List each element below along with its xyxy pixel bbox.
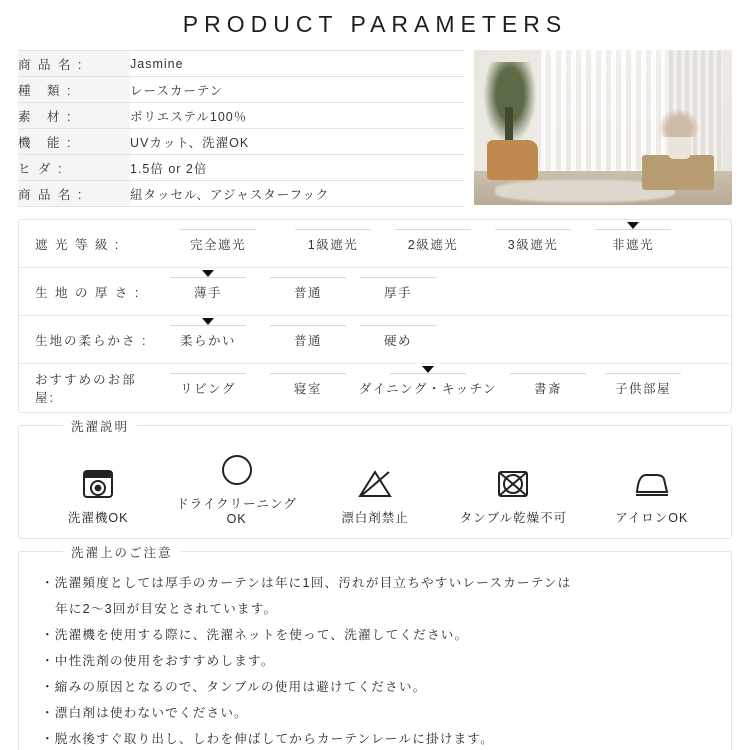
note-line: ・洗濯頻度としては厚手のカーテンは年に1回、汚れが目立ちやすいレースカーテンは [41, 576, 572, 590]
rating-option-label: 柔らかい [179, 333, 236, 348]
rating-option-label: 1級遮光 [307, 237, 359, 252]
room-curtain-photo [474, 50, 732, 205]
option-tick-line [170, 277, 246, 278]
spec-row [18, 51, 464, 77]
option-tick-line [390, 373, 466, 374]
wash-instruction-item [444, 466, 582, 526]
wash-instruction-label: タンブル乾燥不可 [459, 511, 568, 525]
option-tick-line [395, 229, 471, 230]
rating-option[interactable] [483, 235, 583, 253]
rating-option[interactable] [283, 235, 383, 253]
rating-options [153, 316, 731, 363]
rating-option-label: 2級遮光 [407, 237, 459, 252]
wash-section-title: 洗濯説明 [63, 417, 137, 435]
rating-option[interactable] [153, 331, 263, 349]
option-tick-line [595, 229, 671, 230]
spec-key: 商 品 名 : [18, 181, 130, 207]
rating-row [19, 220, 731, 268]
rating-option[interactable] [353, 379, 503, 397]
rating-option[interactable] [263, 331, 353, 349]
rating-option-label: 非遮光 [611, 237, 654, 252]
note-line: ・中性洗剤の使用をおすすめします。 [41, 654, 275, 668]
spec-key: 商 品 名 : [18, 51, 130, 77]
wash-instruction-label: アイロンOK [615, 511, 689, 525]
dry-clean-circle-icon [167, 452, 305, 488]
spec-key: 素 材 : [18, 103, 130, 129]
wash-instruction-item [583, 466, 721, 526]
spec-table [18, 50, 464, 207]
wash-instruction-item [306, 466, 444, 526]
spec-value: ポリエステル100％ [130, 103, 464, 129]
rating-option-label: 書斎 [533, 382, 562, 396]
spec-row [18, 155, 464, 181]
spec-value: UVカット、洗濯OK [130, 129, 464, 155]
option-tick-line [510, 373, 586, 374]
rating-option[interactable] [263, 379, 353, 397]
rating-option-label: 3級遮光 [507, 237, 559, 252]
rating-options [153, 364, 731, 412]
spec-value: レースカーテン [130, 77, 464, 103]
option-tick-line [605, 373, 681, 374]
wash-instructions-section [18, 420, 732, 539]
rating-option[interactable] [263, 283, 353, 301]
page-title: PRODUCT PARAMETERS [182, 11, 568, 37]
rating-label: 遮 光 等 級 : [35, 237, 121, 252]
notes-section-title: 洗濯上のご注意 [63, 543, 181, 561]
note-line: ・縮みの原因となるので、タンブルの使用は避けてください。 [41, 680, 427, 694]
option-tick-line [360, 325, 436, 326]
no-tumble-dry-icon [444, 466, 582, 502]
rating-option-label: 子供部屋 [614, 382, 671, 396]
spec-row [18, 103, 464, 129]
spec-row [18, 181, 464, 207]
spec-key: ヒ ダ : [18, 155, 130, 181]
rating-option-label: 薄手 [193, 285, 222, 300]
spec-section [18, 50, 732, 207]
note-line: ・漂白剤は使わないでください。 [41, 706, 248, 720]
rating-row [19, 364, 731, 412]
wash-instruction-item [167, 452, 305, 526]
rating-options [153, 268, 731, 315]
rating-option[interactable] [583, 235, 683, 253]
rating-option-label: リビング [180, 382, 236, 396]
rating-option[interactable] [593, 379, 693, 397]
ratings-panel [18, 219, 732, 413]
rating-option[interactable] [383, 235, 483, 253]
option-tick-line [270, 373, 346, 374]
option-tick-line [180, 229, 256, 230]
wash-instruction-label: 洗濯機OK [67, 511, 129, 525]
rating-row [19, 316, 731, 364]
spec-value: 紐タッセル、アジャスターフック [130, 181, 464, 207]
spec-key: 種 類 : [18, 77, 130, 103]
option-tick-line [170, 373, 246, 374]
spec-row [18, 129, 464, 155]
rating-label: おすすめのお部屋: [35, 373, 137, 405]
rating-option-label: 普通 [293, 333, 322, 348]
rating-options [153, 220, 731, 267]
spec-value: Jasmine [130, 51, 464, 77]
rating-option-label: 寝室 [293, 382, 322, 396]
option-tick-line [495, 229, 571, 230]
option-tick-line [360, 277, 436, 278]
wash-instruction-label: ドライクリーニングOK [176, 497, 297, 526]
rating-label: 生地の柔らかさ : [35, 333, 148, 348]
rating-option[interactable] [353, 331, 443, 349]
rating-label: 生 地 の 厚 さ : [35, 285, 141, 300]
iron-icon [583, 466, 721, 502]
option-tick-line [270, 277, 346, 278]
spec-row [18, 77, 464, 103]
rating-row [19, 268, 731, 316]
rating-option[interactable] [153, 283, 263, 301]
spec-value: 1.5倍 or 2倍 [130, 155, 464, 181]
wash-notes-section [18, 546, 732, 750]
wash-instruction-label: 漂白剤禁止 [341, 511, 409, 525]
selected-marker-icon [202, 270, 214, 277]
wash-instruction-item [29, 466, 167, 526]
selected-marker-icon [627, 222, 639, 229]
rating-option-label: 普通 [293, 285, 322, 300]
option-tick-line [295, 229, 371, 230]
rating-option[interactable] [153, 379, 263, 397]
rating-option[interactable] [353, 283, 443, 301]
option-tick-line [170, 325, 246, 326]
rating-option[interactable] [503, 379, 593, 397]
washing-machine-icon [29, 466, 167, 502]
rating-option-label: ダイニング・キッチン [358, 382, 498, 396]
selected-marker-icon [422, 366, 434, 373]
note-line: ・脱水後すぐ取り出し、しわを伸ばしてからカーテンレールに掛けます。 [41, 732, 494, 746]
selected-marker-icon [202, 318, 214, 325]
note-line: ・洗濯機を使用する際に、洗濯ネットを使って、洗濯してください。 [41, 628, 469, 642]
rating-option-label: 完全遮光 [189, 237, 246, 252]
no-bleach-icon [306, 466, 444, 502]
rating-option[interactable] [153, 235, 283, 253]
rating-option-label: 硬め [383, 333, 412, 348]
spec-key: 機 能 : [18, 129, 130, 155]
option-tick-line [270, 325, 346, 326]
rating-option-label: 厚手 [383, 285, 412, 300]
note-line: 年に2～3回が目安とされています。 [55, 602, 278, 616]
